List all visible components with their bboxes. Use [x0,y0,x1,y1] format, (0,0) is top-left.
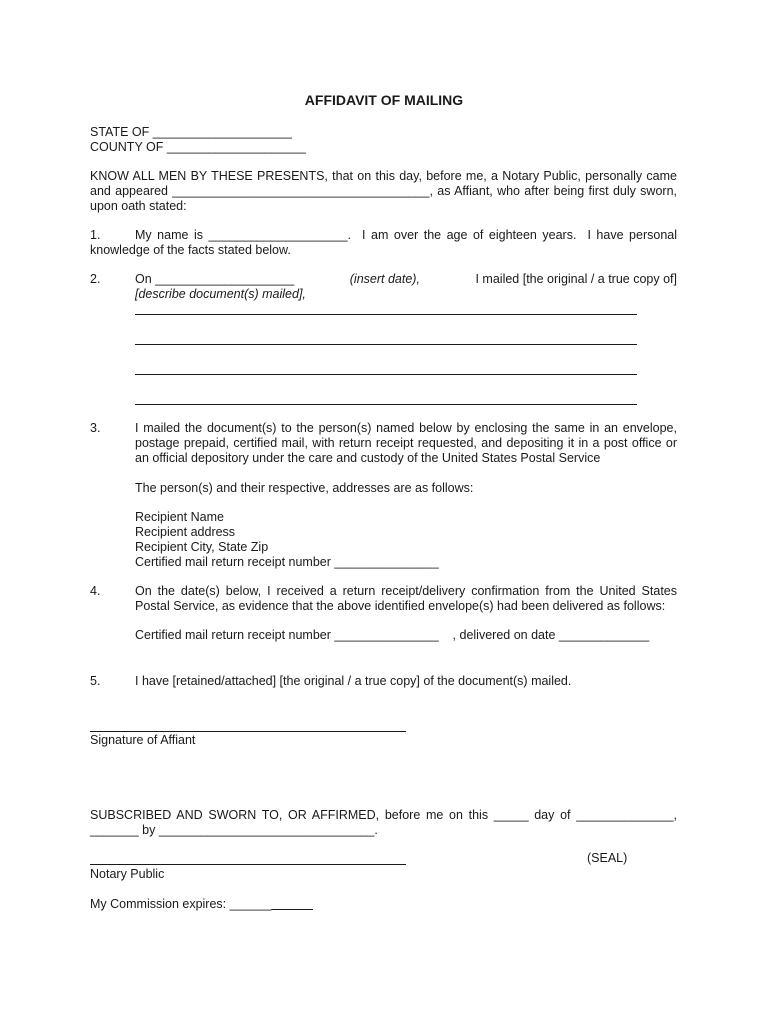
paragraph-1-line-1: My name is ____________________. I am over the age of eighteen years. I have personal [135,228,677,242]
intro-line-2: and appeared _____________________________________, as Affiant, who after being first duly sworn, [90,184,677,198]
intro-line-3: upon oath stated: [90,199,187,213]
paragraph-2-insert-date: (insert date), [349,272,420,286]
recipient-city: Recipient City, State Zip [135,540,269,554]
paragraph-2-line-1 [135,272,677,288]
notary-signature-line [90,864,406,865]
delivery-receipt-line: Certified mail return receipt number _______________ , delivered on date _____________ [135,628,650,642]
paragraph-2-describe [135,287,677,303]
paragraph-1-number: 1. [90,228,101,242]
county-line: COUNTY OF ____________________ [90,140,306,154]
notary-label: Notary Public [90,867,165,881]
commission-expires [90,897,313,913]
affiant-signature-line [90,731,406,732]
recipient-address: Recipient address [135,525,236,539]
paragraph-5-text: I have [retained/attached] [the original / a true copy] of the document(s) mailed. [135,674,572,688]
seal-label: (SEAL) [587,851,628,865]
document-description-line-1 [135,314,637,315]
persons-intro: The person(s) and their respective, addresses are as follows: [135,481,474,495]
paragraph-2-mailed: I mailed [the original / a true copy of] [475,272,677,286]
document-description-line-4 [135,404,637,405]
intro-line-1: KNOW ALL MEN BY THESE PRESENTS, that on this day, before me, a Notary Public, personally came [90,169,677,183]
paragraph-5-number: 5. [90,674,101,688]
paragraph-4-number: 4. [90,584,101,598]
commission-expires-blank [271,897,313,911]
paragraph-1-line-2: knowledge of the facts stated below. [90,243,291,257]
paragraph-2-describe-text: [describe document(s) mailed], [135,287,306,301]
document-title: AFFIDAVIT OF MAILING [304,92,464,108]
sworn-line-2: _______ by _______________________________. [90,823,378,837]
recipient-name: Recipient Name [135,510,224,524]
paragraph-3-line-2: postage prepaid, certified mail, with return receipt requested, and depositing it in a post office or [135,436,677,450]
paragraph-3-line-3: an official depository under the care and custody of the United States Postal Service [135,451,601,465]
state-line: STATE OF ____________________ [90,125,292,139]
sworn-line-1: SUBSCRIBED AND SWORN TO, OR AFFIRMED, before me on this _____ day of ______________, [90,808,677,822]
paragraph-4-line-2: Postal Service, as evidence that the above identified envelope(s) had been delivered as follows: [135,599,666,613]
commission-expires-label: My Commission expires: ______ [90,897,272,911]
paragraph-3-line-1: I mailed the document(s) to the person(s) named below by enclosing the same in an envelope, [135,421,677,435]
paragraph-2-number: 2. [90,272,101,286]
recipient-receipt-number: Certified mail return receipt number _______________ [135,555,439,569]
signature-label: Signature of Affiant [90,733,196,747]
paragraph-4-line-1: On the date(s) below, I received a return receipt/delivery confirmation from the United States [135,584,677,598]
document-description-line-2 [135,344,637,345]
paragraph-2-on-date: On ____________________ [135,272,295,286]
paragraph-3-number: 3. [90,421,101,435]
document-description-line-3 [135,374,637,375]
